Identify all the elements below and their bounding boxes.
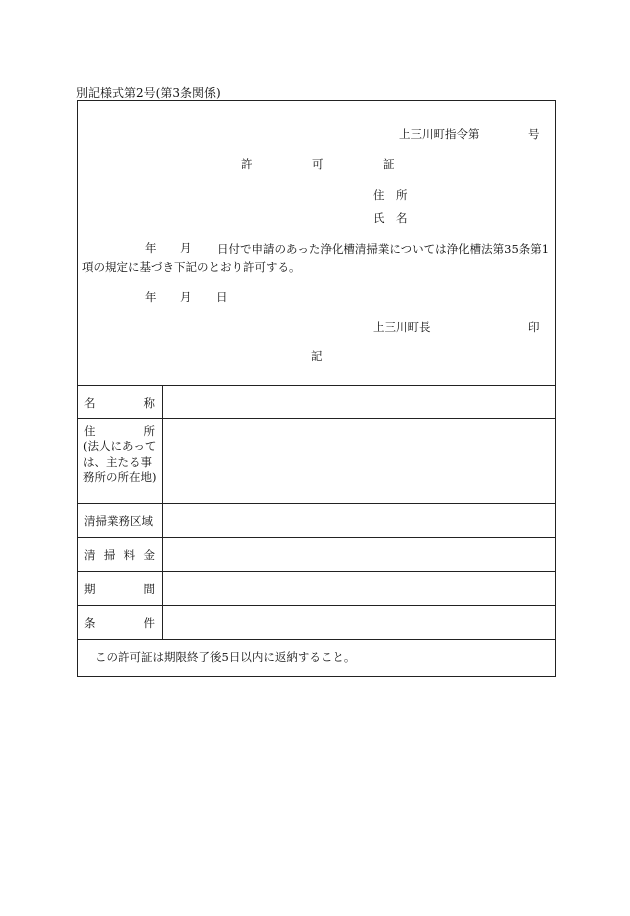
label-char: 住 bbox=[84, 424, 96, 438]
row-divider bbox=[78, 639, 555, 640]
permit-number-suffix: 号 bbox=[528, 127, 540, 141]
form-label: 別記様式第2号(第3条関係) bbox=[76, 86, 221, 100]
label-char: 件 bbox=[143, 616, 155, 630]
application-body: 日付で申請のあった浄化槽清掃業については浄化槽法第35条第1項の規定に基づき下記のとおり許可する。 bbox=[82, 242, 550, 274]
column-divider bbox=[162, 385, 163, 639]
row-label-area: 清掃業務区域 bbox=[84, 514, 153, 528]
name-label-2: 名 bbox=[396, 211, 408, 225]
issue-month: 月 bbox=[180, 290, 192, 304]
title-char-1: 許 bbox=[241, 157, 253, 171]
label-char: 期 bbox=[84, 582, 96, 596]
title-char-2: 可 bbox=[312, 157, 324, 171]
address-label-2: 所 bbox=[396, 188, 408, 202]
address-note: (法人にあっては、主たる事務所の所在地) bbox=[83, 439, 157, 484]
issue-day: 日 bbox=[216, 290, 228, 304]
name-label-1: 氏 bbox=[373, 211, 385, 225]
row-label-address bbox=[84, 423, 155, 439]
permit-number-prefix: 上三川町指令第 bbox=[399, 127, 480, 141]
row-label-fee bbox=[84, 547, 155, 563]
address-label-1: 住 bbox=[373, 188, 385, 202]
label-char: 条 bbox=[84, 616, 96, 630]
label-char: 所 bbox=[143, 424, 155, 438]
label-char: 名 bbox=[84, 396, 96, 410]
label-char: 金 bbox=[143, 548, 155, 562]
label-char: 掃 bbox=[103, 548, 116, 562]
seal-mark: 印 bbox=[528, 320, 540, 334]
permit-form bbox=[77, 100, 556, 677]
mayor-title: 上三川町長 bbox=[373, 320, 431, 334]
row-divider bbox=[78, 418, 555, 419]
application-month: 月 bbox=[180, 241, 192, 255]
title-char-3: 証 bbox=[383, 157, 395, 171]
footer-note: この許可証は期限終了後5日以内に返納すること。 bbox=[95, 650, 356, 664]
row-label-period bbox=[84, 581, 155, 597]
row-divider bbox=[78, 503, 555, 504]
row-label-conditions bbox=[84, 615, 155, 631]
row-divider bbox=[78, 605, 555, 606]
label-char: 清 bbox=[84, 548, 96, 562]
issue-year: 年 bbox=[145, 290, 157, 304]
label-char: 料 bbox=[123, 548, 136, 562]
table-top-border bbox=[78, 385, 555, 386]
label-char: 称 bbox=[143, 396, 155, 410]
ki-heading: 記 bbox=[311, 349, 323, 363]
label-char: 間 bbox=[143, 582, 155, 596]
row-label-name bbox=[84, 395, 155, 411]
row-divider bbox=[78, 571, 555, 572]
row-divider bbox=[78, 537, 555, 538]
application-year: 年 bbox=[145, 241, 157, 255]
